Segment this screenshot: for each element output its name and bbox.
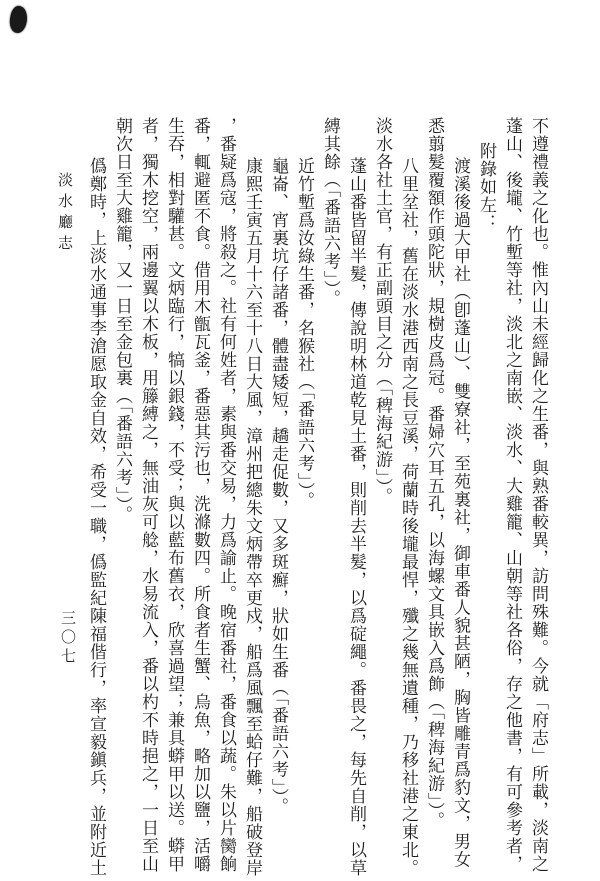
text-column-6: 八里坌社，舊在淡水港西南之長豆溪，荷蘭時後壠最悍，殲之幾無遺種，乃移社港之東北。 bbox=[398, 157, 418, 877]
text-column-7: 淡水各社土官，有正副頭目之分（「稗海紀游」）。 bbox=[372, 117, 392, 506]
text-column-9: 縛其餘（「番語六考」）。 bbox=[320, 117, 340, 308]
text-column-2: 蓬山、後壠、竹塹等社，淡北之南嵌、淡水、大雞籠、山朝等社各俗，存之他書，有可參考者， bbox=[502, 117, 522, 873]
text-column-13: ，番疑爲寇，將殺之。社有何姓者，素與番交易，力爲諭止。晚宿番社，番食以蔬。朱以片臠餉 bbox=[216, 117, 236, 873]
book-title: 淡水廳志 bbox=[56, 172, 74, 256]
text-column-16: 者，獨木挖空，兩邊翼以木板，用籐縛之，無油灰可艌，水易流入，番以杓不時挹之，一日至山 bbox=[138, 117, 158, 873]
text-column-10: 近竹塹爲汝綠生番，名猴社（「番語六考」）。 bbox=[294, 157, 314, 510]
text-column-5: 悉翦髮覆額作頭陀狀，規樹皮爲冠。番婦穴耳五孔，以海螺文具嵌入爲飾（「稗海紀游」）。 bbox=[424, 117, 444, 830]
main-text-block bbox=[83, 117, 551, 879]
text-column-3: 附錄如左： bbox=[476, 142, 496, 232]
text-column-4: 渡溪後過大甲社（卽蓬山）、雙寮社，至苑裏社，御車番人貌甚陋，胸皆雕青爲豹文，男女 bbox=[450, 157, 470, 869]
text-column-17: 朝次日至大雞籠，又一日至金包裏（「番語六考」）。 bbox=[112, 117, 132, 524]
text-column-12: 康熙壬寅五月十六至十八日大風，漳州把總朱文炳帶卒更戍，船爲風飄至蛤仔難，船破登岸 bbox=[242, 157, 262, 877]
text-column-1: 不遵禮義之化也。惟內山未經歸化之生番，與熟番較異，訪問殊難。今就「府志」所載，淡南之 bbox=[528, 117, 548, 873]
text-column-11: 龜崙、宵裏坑仔諸番，體盡矮短，趫走促數，又多斑癬，狀如生番（「番語六考」）。 bbox=[268, 157, 288, 816]
text-column-18: 僞鄭時，上淡水通事李滄愿取金自效，希受一職，僞監紀陳福偕行，率宣毅鎭兵，並附近土 bbox=[86, 157, 106, 877]
text-column-15: 生吞，相對驩甚。文炳臨行，犒以銀錢，不受；與以藍布舊衣，欣喜過望；兼具蟒甲以送。蟒甲 bbox=[164, 117, 184, 873]
text-column-8: 蓬山番皆留半髮，傳說明林道乾見土番，則削去半髮，以爲碇繩。番畏之，每先自削，以草 bbox=[346, 157, 366, 877]
text-column-14: 番，輒避匿不食。借用木甑瓦釜，番惡其污也，洗滌數四。所食者生蟹、烏魚，略加以鹽，活嚼 bbox=[190, 117, 210, 873]
scan-artifact bbox=[8, 5, 29, 35]
page-number: 三〇七 bbox=[59, 610, 77, 667]
